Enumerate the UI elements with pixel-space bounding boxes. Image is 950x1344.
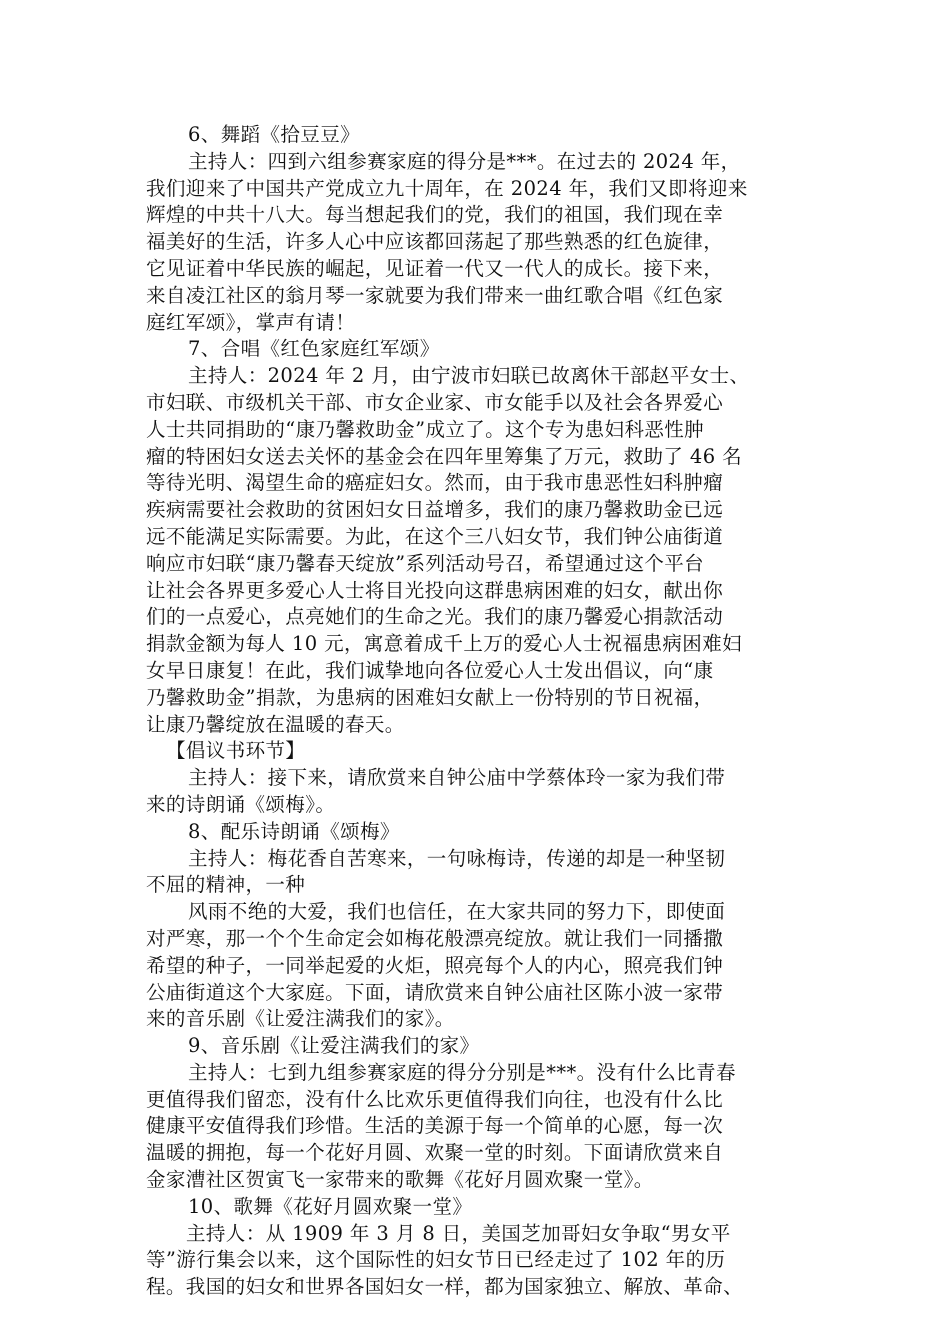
paragraph-line: 们的一点爱心，点亮她们的生命之光。我们的康乃馨爱心捐款活动 xyxy=(146,605,724,629)
section-heading-10: 10、歌舞《花好月圆欢聚一堂》 xyxy=(188,1194,473,1218)
paragraph-line: 瘤的特困妇女送去关怀的基金会在四年里筹集了万元，救助了 46 名 xyxy=(146,444,743,468)
paragraph-line: 来的音乐剧《让爱注满我们的家》。 xyxy=(146,1007,455,1031)
paragraph-line: 主持人：从 1909 年 3 月 8 日，美国芝加哥妇女争取“男女平 xyxy=(186,1221,731,1245)
paragraph-line: 响应市妇联“康乃馨春天绽放”系列活动号召，希望通过这个平台 xyxy=(146,551,705,575)
paragraph-line: 主持人：2024 年 2 月，由宁波市妇联已故离休干部赵平女士、 xyxy=(188,364,750,388)
paragraph-line: 女早日康复！在此，我们诚挚地向各位爱心人士发出倡议，向“康 xyxy=(146,658,714,682)
paragraph-line: 我们迎来了中国共产党成立九十周年，在 2024 年，我们又即将迎来 xyxy=(146,176,748,200)
paragraph-line: 公庙街道这个大家庭。下面，请欣赏来自钟公庙社区陈小波一家带 xyxy=(146,980,724,1004)
paragraph-line: 疾病需要社会救助的贫困妇女日益增多，我们的康乃馨救助金已远 xyxy=(146,498,724,522)
section-heading-6: 6、舞蹈《拾豆豆》 xyxy=(188,123,361,146)
body-text xyxy=(146,122,826,1301)
paragraph-line: 主持人：四到六组参赛家庭的得分是***。在过去的 2024 年， xyxy=(188,149,741,173)
paragraph-line: 对严寒，那一个个生命定会如梅花般漂亮绽放。就让我们一同播撒 xyxy=(146,926,724,950)
paragraph-line: 主持人：接下来，请欣赏来自钟公庙中学蔡体玲一家为我们带 xyxy=(188,766,726,790)
paragraph-line: 乃馨救助金”捐款，为患病的困难妇女献上一份特别的节日祝福， xyxy=(146,685,714,709)
section-heading-proposal: 【倡议书环节】 xyxy=(166,739,306,763)
paragraph-line: 来自凌江社区的翁月琴一家就要为我们带来一曲红歌合唱《红色家 xyxy=(146,283,724,307)
paragraph-line: 让康乃馨绽放在温暖的春天。 xyxy=(146,712,405,736)
paragraph-line: 让社会各界更多爱心人士将目光投向这群患病困难的妇女，献出你 xyxy=(146,578,724,602)
paragraph-line: 程。我国的妇女和世界各国妇女一样，都为国家独立、解放、革命、 xyxy=(146,1275,744,1299)
paragraph-line: 庭红军颂》，掌声有请！ xyxy=(146,310,356,334)
paragraph-line: 主持人：七到九组参赛家庭的得分分别是***。没有什么比青春 xyxy=(188,1060,736,1084)
paragraph-line: 更值得我们留恋，没有什么比欢乐更值得我们向往，也没有什么比 xyxy=(146,1087,724,1111)
paragraph-line: 不屈的精神，一种 xyxy=(146,873,306,897)
paragraph-line: 福美好的生活，许多人心中应该都回荡起了那些熟悉的红色旋律， xyxy=(146,230,724,254)
section-heading-9: 9、音乐剧《让爱注满我们的家》 xyxy=(188,1034,480,1058)
paragraph-line: 远不能满足实际需要。为此，在这个三八妇女节，我们钟公庙街道 xyxy=(146,524,724,548)
paragraph-line: 辉煌的中共十八大。每当想起我们的党，我们的祖国，我们现在幸 xyxy=(146,203,724,227)
paragraph-line: 等待光明、渴望生命的癌症妇女。然而，由于我市患恶性妇科肿瘤 xyxy=(146,471,724,495)
section-heading-7: 7、合唱《红色家庭红军颂》 xyxy=(188,337,440,361)
paragraph-line: 健康平安值得我们珍惜。生活的美源于每一个简单的心愿，每一次 xyxy=(146,1114,724,1138)
paragraph-line: 希望的种子，一同举起爱的火炬，照亮每个人的内心，照亮我们钟 xyxy=(146,953,724,977)
paragraph-line: 人士共同捐助的“康乃馨救助金”成立了。这个专为患妇科恶性肿 xyxy=(146,417,705,441)
paragraph-line: 主持人：梅花香自苦寒来，一句咏梅诗，传递的却是一种坚韧 xyxy=(188,846,726,870)
paragraph-line: 风雨不绝的大爱，我们也信任，在大家共同的努力下，即使面 xyxy=(188,900,726,924)
paragraph-line: 市妇联、市级机关干部、市女企业家、市女能手以及社会各界爱心 xyxy=(146,390,724,414)
paragraph-line: 等”游行集会以来，这个国际性的妇女节日已经走过了 102 年的历 xyxy=(146,1248,726,1272)
paragraph-line: 捐款金额为每人 10 元，寓意着成千上万的爱心人士祝福患病困难妇 xyxy=(146,632,743,656)
paragraph-line: 来的诗朗诵《颂梅》。 xyxy=(146,792,336,816)
section-heading-8: 8、配乐诗朗诵《颂梅》 xyxy=(188,819,400,843)
paragraph-line: 温暖的拥抱，每一个花好月圆、欢聚一堂的时刻。下面请欣赏来自 xyxy=(146,1141,724,1165)
paragraph-line: 它见证着中华民族的崛起，见证着一代又一代人的成长。接下来， xyxy=(146,256,724,280)
paragraph-line: 金家漕社区贺寅飞一家带来的歌舞《花好月圆欢聚一堂》。 xyxy=(146,1168,654,1192)
